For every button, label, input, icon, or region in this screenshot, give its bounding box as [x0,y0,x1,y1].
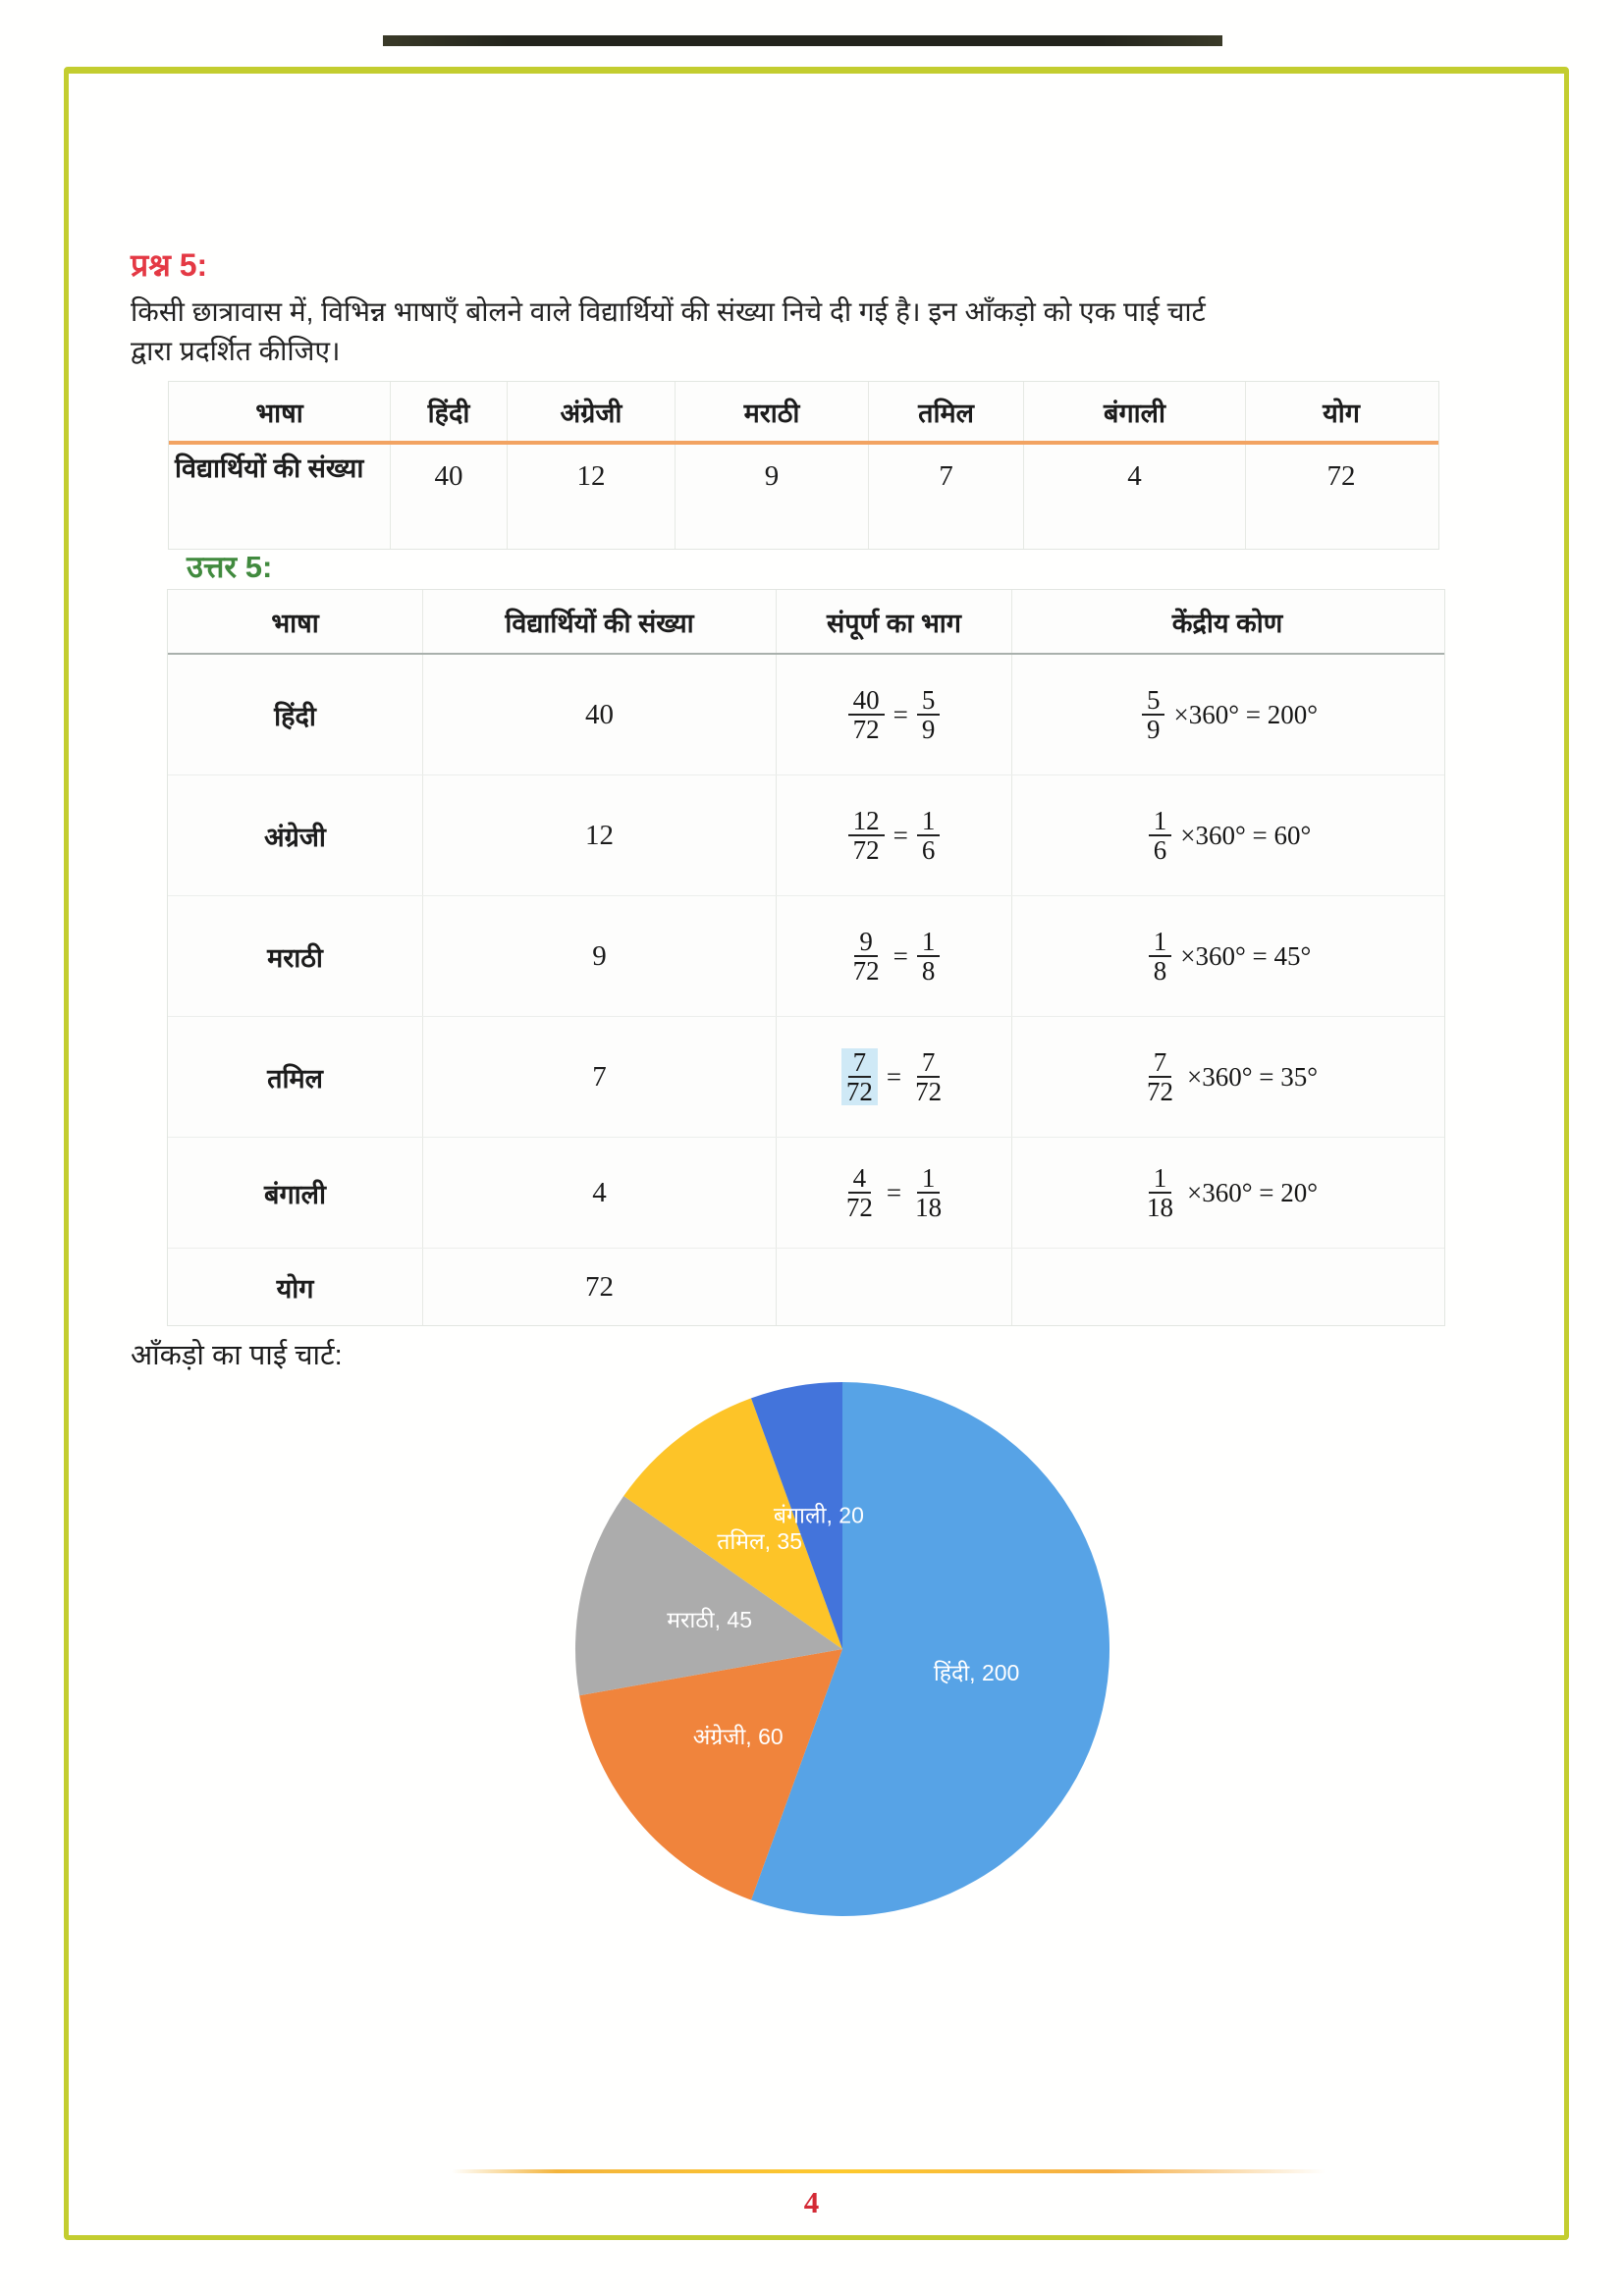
fraction: $\frac{40}{72}$ [848,686,885,744]
table-row-bangali [168,1138,1444,1249]
header-bangali: बंगाली [1024,382,1246,441]
count-cell: 4 [423,1138,777,1248]
value-bangali: 4 [1024,445,1246,549]
angle-expression: ×360° = 200° [1173,699,1319,729]
page-number: 4 [803,2185,820,2219]
fraction-highlighted: $\frac{7}{72}$ [841,1048,878,1106]
pie-chart [568,1374,1117,1924]
fraction-cell [777,775,1012,895]
angle-cell [1012,655,1442,774]
question-table-data-row [169,445,1438,549]
language-cell: तमिल [168,1017,423,1137]
header-student-count: विद्यार्थियों की संख्या [423,590,777,653]
table-row-tamil [168,1017,1444,1138]
empty-cell [1012,1249,1442,1325]
equals-sign: = [886,1177,902,1207]
language-cell: अंग्रेजी [168,775,423,895]
top-dark-bar [383,35,1222,46]
value-angreji: 12 [508,445,676,549]
fraction: $\frac{1}{18}$ [915,1162,943,1222]
angle-expression: ×360° = 20° [1186,1177,1319,1207]
value-yog: 72 [1326,460,1356,492]
count-cell: 40 [423,655,777,774]
pie-label-मराठी: मराठी, 45 [667,1607,753,1632]
pie-label-बंगाली: बंगाली, 20 [773,1502,864,1528]
pie-label-तमिल: तमिल, 35 [717,1527,802,1554]
fraction: $\frac{1}{6}$ [917,807,941,865]
equals-sign: = [893,820,908,850]
angle-expression: ×360° = 60° [1180,820,1312,850]
fraction: $\frac{5}{9}$ [1142,686,1165,744]
header-language: भाषा [168,590,423,653]
pie-label-अंग्रेजी: अंग्रेजी, 60 [692,1724,784,1750]
fraction: $\frac{9}{72}$ [852,926,880,986]
angle-cell [1012,896,1442,1016]
question-text-line1: किसी छात्रावास में, विभिन्न भाषाएँ बोलने वाले विद्यार्थियों की संख्या निचे दी गई है। इन आँकड़ो को एक पाई चार्ट [131,296,1206,327]
table-row-hindi [168,655,1444,775]
table-row-marathi [168,896,1444,1017]
question-table-header-row [169,382,1438,441]
count-cell: 9 [423,896,777,1016]
fraction-cell [777,896,1012,1016]
equals-sign: = [893,699,908,729]
fraction: $\frac{12}{72}$ [848,807,885,865]
footer-decorative-line [452,2169,1325,2173]
value-marathi: 9 [676,445,869,549]
fraction: $\frac{1}{18}$ [1146,1162,1173,1222]
pie-label-हिंदी: हिंदी, 200 [933,1660,1020,1686]
header-central-angle: केंद्रीय कोण [1171,608,1283,638]
fraction: $\frac{1}{6}$ [1149,807,1172,865]
pie-chart-svg [568,1374,1117,1924]
fraction-cell [777,1017,1012,1137]
pie-chart-caption: आँकड़ो का पाई चार्ट: [131,1340,343,1371]
question-text [131,293,1407,371]
table-row-angreji [168,775,1444,896]
angle-cell [1012,1017,1442,1137]
language-cell: हिंदी [168,655,423,774]
value-hindi: 40 [391,445,508,549]
header-hindi: हिंदी [391,382,508,441]
question-table [168,381,1439,550]
fraction: $\frac{7}{72}$ [1146,1046,1173,1106]
equals-sign: = [886,1061,902,1092]
empty-cell [777,1249,1012,1325]
row-label-students-count: विद्यार्थियों की संख्या [169,445,391,549]
angle-cell [1012,1138,1442,1248]
question-text-line2: द्वारा प्रदर्शित कीजिए। [131,336,341,366]
header-tamil: तमिल [869,382,1024,441]
total-label-cell: योग [168,1249,423,1325]
equals-sign: = [893,940,908,971]
answer-table-header-row [168,590,1444,655]
fraction-cell [777,1138,1012,1248]
fraction-cell [777,655,1012,774]
header-fraction: संपूर्ण का भाग [777,590,1012,653]
fraction: $\frac{1}{8}$ [917,928,941,986]
header-yog: योग [1323,398,1360,428]
angle-expression: ×360° = 35° [1186,1061,1319,1092]
angle-cell [1012,775,1442,895]
fraction: $\frac{1}{8}$ [1149,928,1172,986]
value-tamil: 7 [869,445,1024,549]
question-label: प्रश्न 5: [131,247,208,283]
count-cell: 12 [423,775,777,895]
header-marathi: मराठी [676,382,869,441]
table-row-total [168,1249,1444,1325]
fraction: $\frac{4}{72}$ [845,1162,873,1222]
language-cell: बंगाली [168,1138,423,1248]
header-bhasha: भाषा [169,382,391,441]
count-cell: 7 [423,1017,777,1137]
language-cell: मराठी [168,896,423,1016]
angle-expression: ×360° = 45° [1180,940,1312,971]
answer-table [167,589,1445,1326]
answer-label: उत्तर 5: [187,550,273,584]
fraction: $\frac{7}{72}$ [915,1046,943,1106]
fraction: $\frac{5}{9}$ [917,686,941,744]
header-angreji: अंग्रेजी [508,382,676,441]
total-value-cell: 72 [423,1249,777,1325]
